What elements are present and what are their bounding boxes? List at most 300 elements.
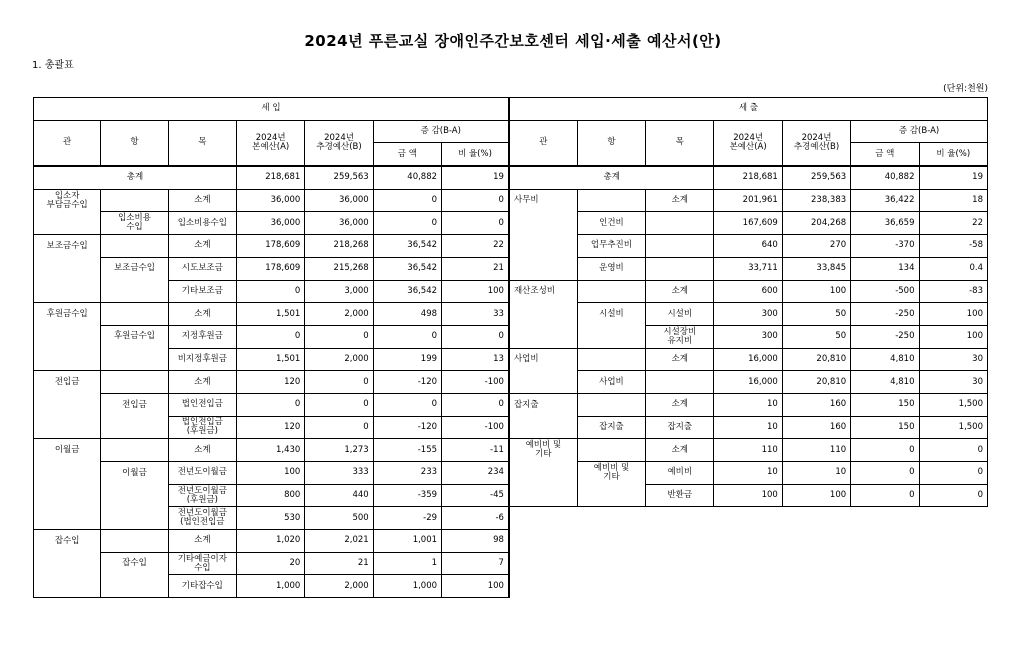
supp-value: 0 — [305, 416, 373, 439]
hang-cell — [101, 507, 168, 530]
gwan-cell — [34, 416, 101, 439]
budget-value: 1,430 — [237, 439, 305, 462]
table-row — [34, 280, 988, 303]
hang-cell — [577, 280, 645, 303]
mok-cell: 법인전입금 (후원금) — [168, 416, 236, 439]
supp-value: 110 — [782, 439, 850, 462]
diff-ratio: 0 — [919, 462, 988, 485]
total-label: 총계 — [34, 166, 237, 189]
supp-value: 160 — [782, 393, 850, 416]
empty-cell — [919, 575, 988, 598]
empty-cell — [577, 507, 645, 530]
diff-ratio: 7 — [442, 552, 509, 575]
budget-value: 36,000 — [237, 212, 305, 235]
diff-ratio: 100 — [919, 303, 988, 326]
gwan-cell — [34, 462, 101, 485]
table-row — [34, 439, 988, 462]
column-header-hang: 항 — [577, 120, 645, 166]
table-row — [34, 575, 988, 598]
gwan-cell: 입소자 부담금수입 — [34, 189, 101, 212]
gwan-cell: 이월금 — [34, 439, 101, 462]
supp-value: 20,810 — [782, 348, 850, 371]
mok-cell: 예비비 — [646, 462, 714, 485]
diff-ratio: 19 — [919, 166, 988, 189]
mok-cell: 소계 — [646, 189, 714, 212]
budget-value: 10 — [714, 416, 782, 439]
diff-ratio: 22 — [919, 212, 988, 235]
budget-summary-table — [33, 97, 988, 598]
mok-cell: 소계 — [168, 189, 236, 212]
diff-ratio: 0 — [442, 212, 509, 235]
mok-cell: 반환금 — [646, 484, 714, 507]
diff-ratio: 0.4 — [919, 257, 988, 280]
budget-value: 178,609 — [237, 257, 305, 280]
hang-cell: 입소비용 수입 — [101, 212, 168, 235]
hang-cell: 시설비 — [577, 303, 645, 326]
diff-ratio: 0 — [442, 393, 509, 416]
total-label: 총계 — [509, 166, 714, 189]
mok-cell: 소계 — [168, 235, 236, 258]
supp-value: 20,810 — [782, 371, 850, 394]
column-header-mok: 목 — [168, 120, 236, 166]
diff-amount: 36,422 — [851, 189, 919, 212]
table-row — [34, 325, 988, 348]
budget-value: 800 — [237, 484, 305, 507]
empty-cell — [646, 575, 714, 598]
mok-cell: 소계 — [646, 439, 714, 462]
gwan-cell: 전입금 — [34, 371, 101, 394]
empty-cell — [509, 507, 577, 530]
supp-value: 50 — [782, 325, 850, 348]
supp-value: 21 — [305, 552, 373, 575]
table-row — [34, 530, 988, 553]
budget-value: 10 — [714, 462, 782, 485]
supp-value: 160 — [782, 416, 850, 439]
gwan-cell — [34, 280, 101, 303]
diff-amount: -120 — [373, 416, 441, 439]
column-header-mok: 목 — [646, 120, 714, 166]
column-header-supp: 2024년 추경예산(B) — [305, 120, 373, 166]
budget-value: 33,711 — [714, 257, 782, 280]
table-row — [34, 552, 988, 575]
supp-value: 36,000 — [305, 189, 373, 212]
gwan-cell — [34, 393, 101, 416]
mok-cell — [646, 235, 714, 258]
diff-amount: 36,542 — [373, 257, 441, 280]
diff-amount: -370 — [851, 235, 919, 258]
budget-value: 100 — [237, 462, 305, 485]
mok-cell: 소계 — [646, 280, 714, 303]
hang-cell — [101, 371, 168, 394]
mok-cell: 시설비 — [646, 303, 714, 326]
diff-ratio: 30 — [919, 371, 988, 394]
diff-amount: -155 — [373, 439, 441, 462]
supp-value: 2,000 — [305, 348, 373, 371]
diff-amount: 134 — [851, 257, 919, 280]
empty-cell — [919, 552, 988, 575]
diff-ratio: 22 — [442, 235, 509, 258]
hang-cell — [101, 280, 168, 303]
budget-value: 0 — [237, 393, 305, 416]
diff-ratio: -6 — [442, 507, 509, 530]
diff-ratio: -100 — [442, 371, 509, 394]
diff-amount: 0 — [373, 212, 441, 235]
hang-cell: 이월금 — [101, 462, 168, 485]
hang-cell — [101, 575, 168, 598]
diff-amount: 498 — [373, 303, 441, 326]
mok-cell: 전년도이월금 (법인전입금 — [168, 507, 236, 530]
supp-value: 2,000 — [305, 303, 373, 326]
column-header-budget: 2024년 본예산(A) — [714, 120, 782, 166]
diff-ratio: 234 — [442, 462, 509, 485]
gwan-cell — [34, 507, 101, 530]
gwan-cell — [34, 348, 101, 371]
gwan-cell — [509, 462, 577, 485]
gwan-cell — [34, 257, 101, 280]
mok-cell: 시도보조금 — [168, 257, 236, 280]
diff-ratio: -45 — [442, 484, 509, 507]
diff-ratio: 1,500 — [919, 416, 988, 439]
supp-value: 33,845 — [782, 257, 850, 280]
table-row — [34, 303, 988, 326]
gwan-cell — [509, 484, 577, 507]
column-header-ratio: 비 율(%) — [919, 143, 988, 166]
hang-cell — [577, 439, 645, 462]
gwan-cell — [509, 371, 577, 394]
mok-cell: 소계 — [646, 348, 714, 371]
diff-amount: -120 — [373, 371, 441, 394]
gwan-cell — [509, 416, 577, 439]
gwan-cell: 잡지출 — [509, 393, 577, 416]
page-title: 2024년 푸른교실 장애인주간보호센터 세입·세출 예산서(안) — [304, 32, 722, 50]
diff-ratio: -11 — [442, 439, 509, 462]
diff-ratio: 0 — [919, 439, 988, 462]
empty-cell — [646, 552, 714, 575]
hang-cell: 보조금수입 — [101, 257, 168, 280]
diff-amount: 0 — [373, 325, 441, 348]
budget-value: 16,000 — [714, 371, 782, 394]
diff-amount: 0 — [373, 393, 441, 416]
diff-amount: 150 — [851, 416, 919, 439]
table-row — [34, 166, 988, 189]
column-header-amount: 금 액 — [851, 143, 919, 166]
mok-cell: 입소비용수입 — [168, 212, 236, 235]
hang-cell — [577, 348, 645, 371]
empty-cell — [782, 575, 850, 598]
column-header-diff: 증 감(B-A) — [851, 120, 988, 143]
hang-cell — [101, 348, 168, 371]
diff-ratio: 0 — [919, 484, 988, 507]
column-header-amount: 금 액 — [373, 143, 441, 166]
supp-value: 500 — [305, 507, 373, 530]
budget-value: 0 — [237, 280, 305, 303]
budget-value: 120 — [237, 416, 305, 439]
table-row — [34, 507, 988, 530]
hang-cell — [101, 189, 168, 212]
gwan-cell: 후원금수입 — [34, 303, 101, 326]
diff-ratio: 98 — [442, 530, 509, 553]
diff-amount: -250 — [851, 325, 919, 348]
diff-amount: 0 — [851, 439, 919, 462]
budget-value: 1,501 — [237, 348, 305, 371]
hang-cell: 잡지출 — [577, 416, 645, 439]
diff-amount: 1,001 — [373, 530, 441, 553]
budget-value: 20 — [237, 552, 305, 575]
hang-cell: 운영비 — [577, 257, 645, 280]
diff-amount: 36,542 — [373, 235, 441, 258]
supp-value: 259,563 — [782, 166, 850, 189]
supp-value: 238,383 — [782, 189, 850, 212]
column-header-gwan: 관 — [34, 120, 101, 166]
diff-amount: 4,810 — [851, 371, 919, 394]
diff-ratio: -100 — [442, 416, 509, 439]
supp-value: 218,268 — [305, 235, 373, 258]
diff-amount: 0 — [851, 484, 919, 507]
hang-cell — [577, 393, 645, 416]
mok-cell — [646, 257, 714, 280]
hang-cell — [577, 189, 645, 212]
hang-cell — [577, 325, 645, 348]
empty-cell — [919, 530, 988, 553]
gwan-cell — [34, 484, 101, 507]
budget-value: 178,609 — [237, 235, 305, 258]
supp-value: 440 — [305, 484, 373, 507]
empty-cell — [714, 552, 782, 575]
diff-amount: 40,882 — [373, 166, 441, 189]
table-row — [34, 393, 988, 416]
table-row — [34, 257, 988, 280]
budget-value: 167,609 — [714, 212, 782, 235]
empty-cell — [714, 530, 782, 553]
diff-ratio: 100 — [919, 325, 988, 348]
supp-value: 2,000 — [305, 575, 373, 598]
hang-cell: 잡수입 — [101, 552, 168, 575]
empty-cell — [577, 552, 645, 575]
diff-amount: 36,659 — [851, 212, 919, 235]
budget-value: 530 — [237, 507, 305, 530]
mok-cell: 전년도이월금 (후원금) — [168, 484, 236, 507]
budget-value: 1,000 — [237, 575, 305, 598]
mok-cell: 기타예금이자 수입 — [168, 552, 236, 575]
column-header-budget: 2024년 본예산(A) — [237, 120, 305, 166]
diff-ratio: 19 — [442, 166, 509, 189]
supp-value: 0 — [305, 393, 373, 416]
mok-cell: 전년도이월금 — [168, 462, 236, 485]
supp-value: 3,000 — [305, 280, 373, 303]
budget-value: 600 — [714, 280, 782, 303]
hang-cell: 전입금 — [101, 393, 168, 416]
supp-value: 204,268 — [782, 212, 850, 235]
diff-amount: -29 — [373, 507, 441, 530]
hang-cell — [101, 530, 168, 553]
diff-ratio: 13 — [442, 348, 509, 371]
mok-cell: 법인전입금 — [168, 393, 236, 416]
empty-cell — [851, 507, 919, 530]
mok-cell: 소계 — [646, 393, 714, 416]
gwan-cell — [509, 212, 577, 235]
budget-value: 201,961 — [714, 189, 782, 212]
diff-amount: -359 — [373, 484, 441, 507]
mok-cell: 소계 — [168, 303, 236, 326]
section-heading: 1. 총괄표 — [32, 60, 74, 71]
table-row — [34, 212, 988, 235]
gwan-cell — [509, 235, 577, 258]
diff-ratio: 1,500 — [919, 393, 988, 416]
hang-cell: 후원금수입 — [101, 325, 168, 348]
hang-cell — [101, 416, 168, 439]
budget-value: 218,681 — [237, 166, 305, 189]
supp-value: 10 — [782, 462, 850, 485]
supp-value: 36,000 — [305, 212, 373, 235]
gwan-cell: 보조금수입 — [34, 235, 101, 258]
table-row — [34, 462, 988, 485]
table-row — [34, 371, 988, 394]
supp-value: 2,021 — [305, 530, 373, 553]
hang-cell: 사업비 — [577, 371, 645, 394]
header-row-columns — [34, 120, 988, 143]
empty-cell — [919, 507, 988, 530]
diff-amount: -250 — [851, 303, 919, 326]
column-header-hang: 항 — [101, 120, 168, 166]
hang-cell: 예비비 및 기타 — [577, 462, 645, 485]
mok-cell: 소계 — [168, 530, 236, 553]
supp-value: 215,268 — [305, 257, 373, 280]
empty-cell — [782, 530, 850, 553]
diff-amount: 36,542 — [373, 280, 441, 303]
supp-value: 1,273 — [305, 439, 373, 462]
gwan-cell: 사업비 — [509, 348, 577, 371]
empty-cell — [577, 575, 645, 598]
empty-cell — [714, 507, 782, 530]
column-header-supp: 2024년 추경예산(B) — [782, 120, 850, 166]
table-row — [34, 235, 988, 258]
mok-cell: 비지정후원금 — [168, 348, 236, 371]
empty-cell — [509, 552, 577, 575]
gwan-cell — [34, 575, 101, 598]
gwan-cell: 재산조성비 — [509, 280, 577, 303]
table-row — [34, 416, 988, 439]
gwan-cell: 예비비 및 기타 — [509, 439, 577, 462]
gwan-cell — [509, 257, 577, 280]
gwan-cell: 사무비 — [509, 189, 577, 212]
empty-cell — [782, 507, 850, 530]
diff-amount: 150 — [851, 393, 919, 416]
diff-amount: 40,882 — [851, 166, 919, 189]
hang-cell — [101, 303, 168, 326]
mok-cell — [646, 212, 714, 235]
empty-cell — [646, 507, 714, 530]
unit-label: (단위:천원) — [943, 84, 988, 94]
diff-ratio: 100 — [442, 575, 509, 598]
diff-ratio: 33 — [442, 303, 509, 326]
gwan-cell: 잡수입 — [34, 530, 101, 553]
budget-value: 300 — [714, 325, 782, 348]
budget-value: 100 — [714, 484, 782, 507]
diff-ratio: 0 — [442, 189, 509, 212]
mok-cell: 시설장비 유지비 — [646, 325, 714, 348]
budget-value: 16,000 — [714, 348, 782, 371]
empty-cell — [851, 575, 919, 598]
hang-cell — [577, 484, 645, 507]
diff-ratio: 0 — [442, 325, 509, 348]
hang-cell: 인건비 — [577, 212, 645, 235]
budget-value: 1,020 — [237, 530, 305, 553]
budget-value: 10 — [714, 393, 782, 416]
supp-value: 259,563 — [305, 166, 373, 189]
budget-value: 1,501 — [237, 303, 305, 326]
column-header-ratio: 비 율(%) — [442, 143, 509, 166]
diff-ratio: -58 — [919, 235, 988, 258]
mok-cell: 지정후원금 — [168, 325, 236, 348]
hang-cell — [101, 484, 168, 507]
empty-cell — [577, 530, 645, 553]
empty-cell — [851, 530, 919, 553]
empty-cell — [509, 530, 577, 553]
budget-value: 36,000 — [237, 189, 305, 212]
supp-value: 100 — [782, 484, 850, 507]
empty-cell — [509, 575, 577, 598]
budget-value: 110 — [714, 439, 782, 462]
gwan-cell — [34, 552, 101, 575]
diff-amount: 199 — [373, 348, 441, 371]
hang-cell — [101, 235, 168, 258]
budget-value: 0 — [237, 325, 305, 348]
mok-cell: 기타보조금 — [168, 280, 236, 303]
column-header-diff: 증 감(B-A) — [373, 120, 509, 143]
header-row-main — [34, 98, 988, 121]
income-header: 세 입 — [34, 98, 509, 121]
mok-cell: 기타잡수입 — [168, 575, 236, 598]
diff-ratio: -83 — [919, 280, 988, 303]
diff-amount: 0 — [851, 462, 919, 485]
supp-value: 333 — [305, 462, 373, 485]
gwan-cell — [509, 325, 577, 348]
budget-value: 300 — [714, 303, 782, 326]
gwan-cell — [509, 303, 577, 326]
budget-value: 218,681 — [714, 166, 782, 189]
hang-cell — [101, 439, 168, 462]
gwan-cell — [34, 325, 101, 348]
expense-header: 세 출 — [509, 98, 988, 121]
table-body — [34, 98, 988, 598]
empty-cell — [714, 575, 782, 598]
mok-cell: 소계 — [168, 371, 236, 394]
mok-cell — [646, 371, 714, 394]
diff-amount: 1,000 — [373, 575, 441, 598]
empty-cell — [782, 552, 850, 575]
supp-value: 50 — [782, 303, 850, 326]
budget-value: 120 — [237, 371, 305, 394]
diff-ratio: 100 — [442, 280, 509, 303]
gwan-cell — [34, 212, 101, 235]
diff-ratio: 18 — [919, 189, 988, 212]
supp-value: 0 — [305, 325, 373, 348]
table-row — [34, 348, 988, 371]
hang-cell: 업무추진비 — [577, 235, 645, 258]
column-header-gwan: 관 — [509, 120, 577, 166]
diff-amount: 233 — [373, 462, 441, 485]
diff-ratio: 30 — [919, 348, 988, 371]
diff-ratio: 21 — [442, 257, 509, 280]
diff-amount: 1 — [373, 552, 441, 575]
table-row — [34, 484, 988, 507]
budget-table-container — [33, 97, 988, 598]
supp-value: 100 — [782, 280, 850, 303]
diff-amount: -500 — [851, 280, 919, 303]
table-row — [34, 189, 988, 212]
mok-cell: 잡지출 — [646, 416, 714, 439]
empty-cell — [646, 530, 714, 553]
